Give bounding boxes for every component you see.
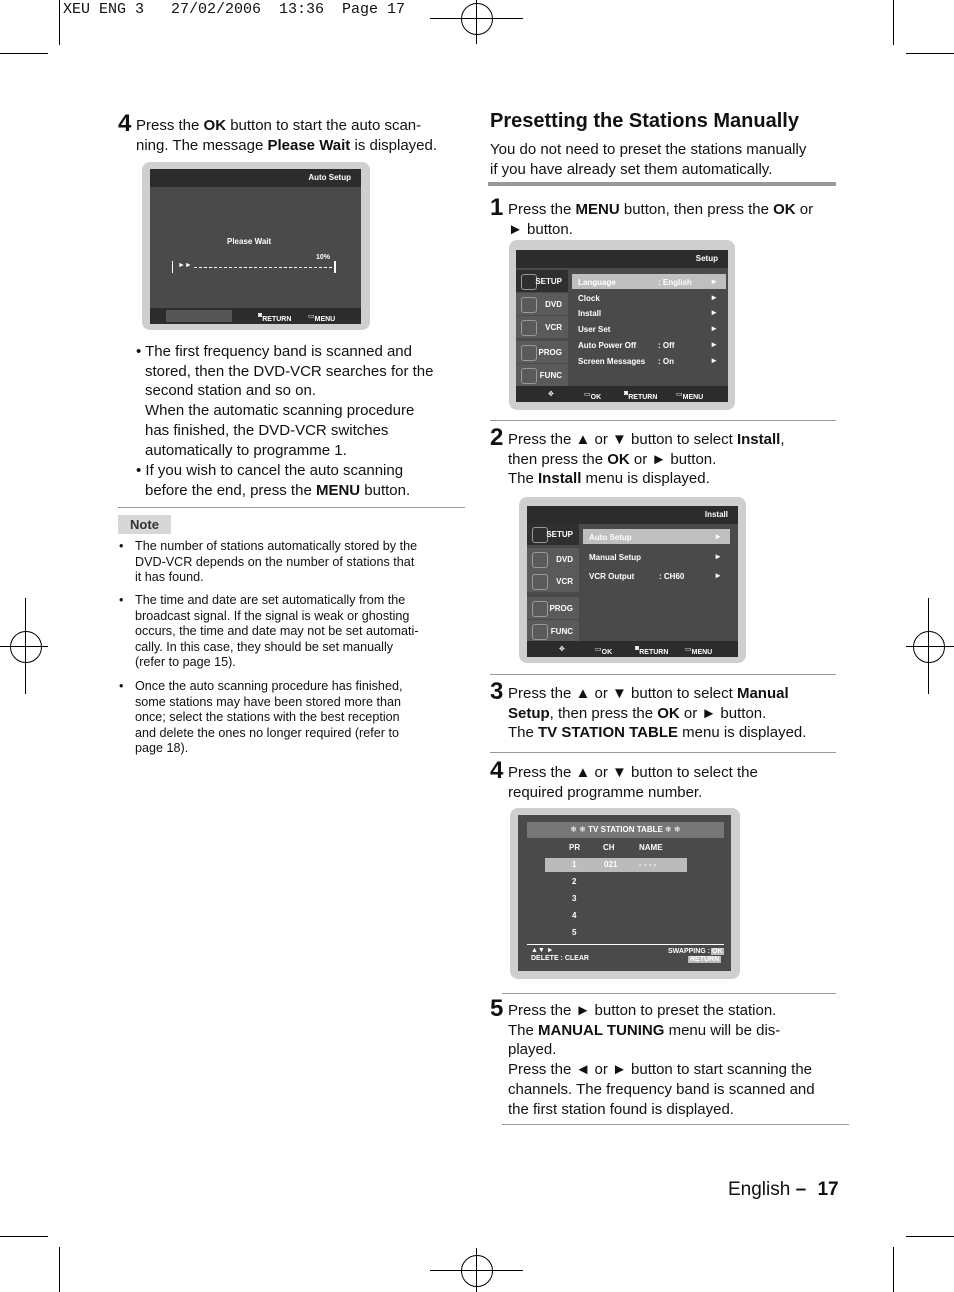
crop-mark bbox=[59, 0, 60, 45]
tab-func[interactable]: FUNC bbox=[516, 364, 568, 386]
crop-mark bbox=[0, 1236, 48, 1237]
install-menu-screen bbox=[527, 506, 738, 657]
step-2-text: Press the ▲ or ▼ button to select Install, then press the OK or ► button. The Install menu is displayed. bbox=[508, 431, 785, 488]
menu-item-language[interactable]: Language : English ► bbox=[572, 274, 726, 289]
menu-item-auto-setup[interactable]: Auto Setup ► bbox=[583, 529, 730, 544]
step-number: 4 bbox=[118, 110, 132, 137]
tab-dvd[interactable]: DVD bbox=[516, 293, 568, 315]
step-5-text: Press the ► button to preset the station. The MANUAL TUNING menu will be dis- played. Press the ◄ or ► button to start scanning the channels. The frequency band is scanned and the first station found is displayed. bbox=[508, 1002, 815, 1118]
step-4-right-text: Press the ▲ or ▼ button to select the required programme number. bbox=[508, 764, 758, 801]
please-wait-message: Please Wait bbox=[227, 237, 272, 246]
print-slug: XEU ENG 3 27/02/2006 13:36 Page 17 bbox=[63, 1, 406, 18]
progress-percent: 10% bbox=[316, 254, 331, 261]
tab-setup[interactable]: SETUP bbox=[527, 523, 579, 545]
crop-mark bbox=[893, 0, 894, 45]
registration-mark bbox=[913, 631, 945, 663]
registration-mark bbox=[461, 3, 493, 35]
column-header-pr: PR bbox=[569, 843, 581, 852]
step-number: 1 bbox=[490, 194, 504, 221]
tab-vcr[interactable]: VCR bbox=[527, 570, 579, 592]
menu-item-vcr-output[interactable]: VCR Output : CH60 ► bbox=[589, 571, 722, 581]
swapping-hint: SWAPPING : bbox=[668, 948, 711, 955]
screen-title: Install bbox=[704, 510, 728, 519]
table-row-pr[interactable]: 1 bbox=[572, 860, 577, 869]
page-number: 17 bbox=[817, 1179, 839, 1200]
menu-item-screen-messages[interactable]: Screen Messages : On ► bbox=[578, 356, 718, 366]
crop-mark bbox=[0, 53, 48, 54]
menu-hint: ▭ MENU bbox=[685, 646, 713, 656]
footer-dash: – bbox=[795, 1179, 807, 1200]
progress-arrow-icon: ►► bbox=[178, 262, 192, 269]
column-header-name: NAME bbox=[639, 843, 663, 852]
screen-title: Setup bbox=[695, 254, 718, 263]
menu-item-clock[interactable]: Clock ► bbox=[578, 293, 718, 303]
ok-hint: ▭ OK bbox=[595, 646, 613, 656]
delete-hint: DELETE : CLEAR bbox=[531, 955, 589, 962]
auto-setup-screen bbox=[150, 169, 361, 324]
return-hint: ◙ RETURN bbox=[624, 390, 658, 401]
column-header-ch: CH bbox=[603, 843, 615, 852]
step-number: 4 bbox=[490, 757, 504, 784]
note-item: • The time and date are set automatically from the broadcast signal. If the signal is weak or ghosting occurs, the time and date may not be set automati- cally. In this case, they should be set manually (refer to page 15). bbox=[119, 593, 419, 670]
tab-prog[interactable]: PROG bbox=[527, 597, 579, 619]
intro-text: You do not need to preset the stations manually if you have already set them automatically. bbox=[490, 141, 807, 178]
table-row-name: - - - - bbox=[639, 860, 657, 869]
crop-mark bbox=[906, 53, 954, 54]
crop-mark bbox=[59, 1247, 60, 1292]
table-row-pr[interactable]: 3 bbox=[572, 894, 577, 903]
tab-vcr[interactable]: VCR bbox=[516, 316, 568, 338]
registration-mark bbox=[10, 631, 42, 663]
menu-item-install[interactable]: Install ► bbox=[578, 308, 718, 318]
registration-mark bbox=[461, 1255, 493, 1287]
nav-icon: ✥ bbox=[559, 646, 565, 653]
ok-badge: OK bbox=[712, 948, 723, 955]
tv-table-title: ❄ ❄ TV STATION TABLE ❄ ❄ bbox=[527, 822, 724, 838]
note-item: • Once the auto scanning procedure has finished, some stations may have been stored more than once; select the stations with the best reception and delete the ones no longer required (refer to page 18). bbox=[119, 679, 403, 756]
navigation-hint: ▲▼ ► bbox=[531, 947, 554, 954]
return-hint: ◙ RETURN bbox=[635, 645, 669, 656]
table-row-pr[interactable]: 4 bbox=[572, 911, 577, 920]
screen-title: Auto Setup bbox=[308, 173, 351, 182]
return-hint: ◙ RETURN bbox=[258, 312, 292, 323]
menu-item-user-set[interactable]: User Set ► bbox=[578, 324, 718, 334]
tab-setup[interactable]: SETUP bbox=[516, 270, 568, 292]
table-row-ch: 021 bbox=[604, 860, 618, 869]
tv-station-table-screen bbox=[518, 815, 731, 971]
step-number: 5 bbox=[490, 995, 504, 1022]
bullet-2: • If you wish to cancel the auto scanning before the end, press the MENU button. bbox=[136, 462, 411, 499]
step-number: 2 bbox=[490, 424, 504, 451]
menu-hint: ▭ MENU bbox=[308, 313, 336, 323]
step-4-text: Press the OK button to start the auto scan- ning. The message Please Wait is displayed. bbox=[136, 117, 438, 154]
setup-menu-screen bbox=[516, 250, 728, 402]
menu-item-auto-power-off[interactable]: Auto Power Off : Off ► bbox=[578, 340, 718, 350]
table-row-pr[interactable]: 2 bbox=[572, 877, 577, 886]
step-3-text: Press the ▲ or ▼ button to select Manual Setup, then press the OK or ► button. The TV STATION TABLE menu is displayed. bbox=[508, 685, 807, 742]
page-footer bbox=[728, 1179, 839, 1201]
nav-icon: ✥ bbox=[548, 391, 554, 398]
step-number: 3 bbox=[490, 678, 504, 705]
language-label: English bbox=[728, 1179, 791, 1200]
crop-mark bbox=[906, 1236, 954, 1237]
bullet-1: • The first frequency band is scanned and stored, then the DVD-VCR searches for the second station and so on. When the automatic scanning procedure has finished, the DVD-VCR switches automatically to programme 1. bbox=[136, 343, 434, 459]
note-label: Note bbox=[118, 515, 171, 534]
section-heading: Presetting the Stations Manually bbox=[490, 110, 799, 132]
tab-func[interactable]: FUNC bbox=[527, 620, 579, 642]
progress-bar bbox=[194, 267, 332, 268]
table-row-pr[interactable]: 5 bbox=[572, 928, 577, 937]
return-badge: RETURN bbox=[690, 956, 720, 963]
tab-dvd[interactable]: DVD bbox=[527, 548, 579, 570]
tab-prog[interactable]: PROG bbox=[516, 341, 568, 363]
step-1-text: Press the MENU button, then press the OK or ► button. bbox=[508, 201, 814, 238]
menu-hint: ▭ MENU bbox=[676, 391, 704, 401]
note-item: • The number of stations automatically stored by the DVD-VCR depends on the number of stations that it has found. bbox=[119, 539, 418, 585]
menu-item-manual-setup[interactable]: Manual Setup ► bbox=[589, 552, 722, 562]
ok-hint: ▭ OK bbox=[584, 391, 602, 401]
crop-mark bbox=[893, 1247, 894, 1292]
